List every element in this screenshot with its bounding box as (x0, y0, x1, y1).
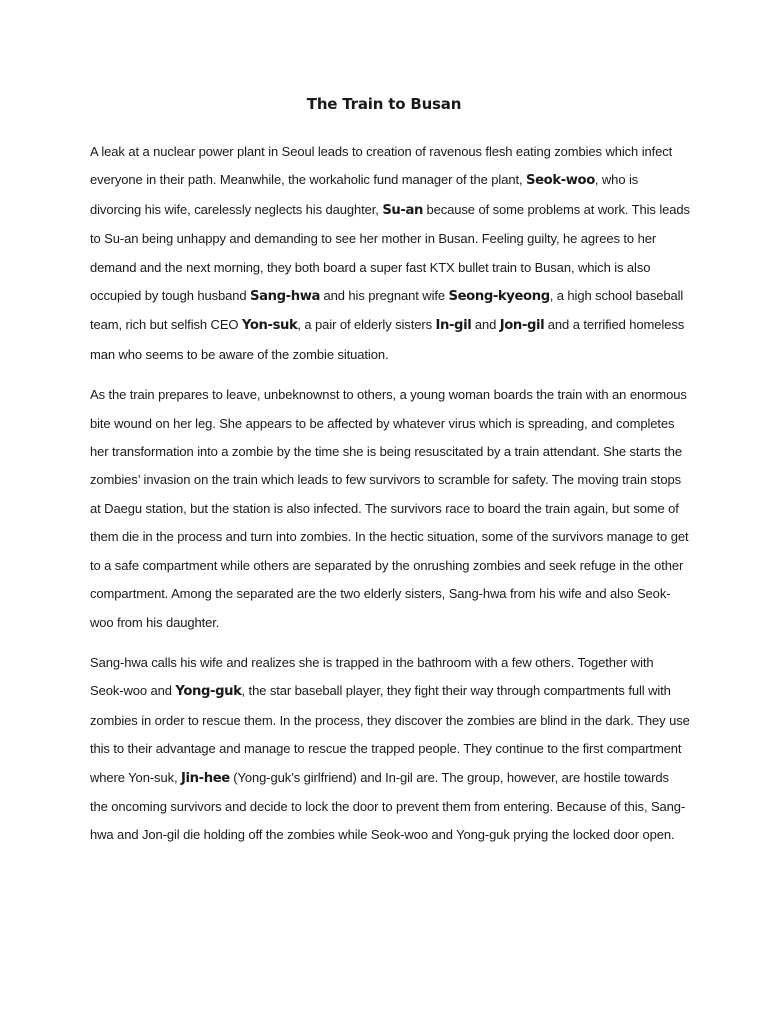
character-name: Seok-woo (526, 173, 595, 189)
paragraph (90, 381, 690, 637)
paragraph-text: because of some problems at work. This leads to Su-an being unhappy and demanding to see her mother in Busan. Feeling guilty, he agrees to her demand and the next morning, they both board a super fast KTX bullet train to Busan, which is also occupied by tough husband (90, 201, 690, 304)
character-name: Seong-kyeong (448, 289, 550, 305)
paragraph-text: and (471, 317, 500, 333)
character-name: Su-an (382, 202, 423, 218)
paragraph-text: , a pair of elderly sisters (297, 317, 436, 333)
paragraph-text: A leak at a nuclear power plant in Seoul leads to creation of ravenous flesh eating zombies which infect everyone in their path. Meanwhile, the workaholic fund manager of the plant, (90, 144, 673, 188)
paragraph-text: (Yong-guk’s girlfriend) and In-gil are. The group, however, are hostile towards the oncoming survivors and decide to lock the door to prevent them from entering. Because of this, Sang-hwa and Jon-gil die holding off the zombies while Seok-woo and Yong-guk prying the locked door open. (90, 769, 686, 843)
paragraph-text: , a high school baseball team, rich but selfish CEO (90, 288, 684, 333)
paragraph (90, 649, 690, 850)
paragraph-text: and a terrified homeless man who seems to be aware of the zombie situation. (90, 317, 685, 362)
document-body (90, 138, 690, 862)
paragraph-text: , who is divorcing his wife, carelessly neglects his daughter, (90, 172, 639, 217)
character-name: Yong-guk (175, 684, 242, 700)
document-title: The Train to Busan (306, 95, 462, 113)
character-name: Sang-hwa (250, 289, 321, 305)
paragraph-text: , the star baseball player, they fight their way through compartments full with zombies in order to rescue them. In the process, they discover the zombies are blind in the dark. They use this to their advantage and manage to rescue the trapped people. They continue to the first compartment where Yon-suk, (90, 683, 690, 785)
paragraph-text: As the train prepares to leave, unbeknownst to others, a young woman boards the train with an enormous bite wound on her leg. She appears to be affected by whatever virus which is spreading, and completes her transformation into a zombie by the time she is being resuscitated by a train attendant. She starts the zombies’ invasion on the train which leads to few survivors to scramble for safety. The moving train stops at Daegu station, but the station is also infected. The survivors race to board the train again, but some of them die in the process and turn into zombies. In the hectic situation, some of the survivors manage to get to a safe compartment while others are separated by the onrushing zombies and seek refuge in the other compartment. Among the separated are the two elderly sisters, Sang-hwa from his wife and also Seok-woo from his daughter. (90, 387, 689, 630)
character-name: Yon-suk (241, 318, 298, 334)
character-name: Jon-gil (499, 318, 545, 334)
paragraph (90, 138, 690, 369)
character-name: In-gil (435, 318, 472, 334)
paragraph-text: Sang-hwa calls his wife and realizes she is trapped in the bathroom with a few others. Together with Seok-woo and (90, 654, 654, 699)
paragraph-text: and his pregnant wife (320, 288, 449, 304)
character-name: Jin-hee (181, 770, 230, 786)
